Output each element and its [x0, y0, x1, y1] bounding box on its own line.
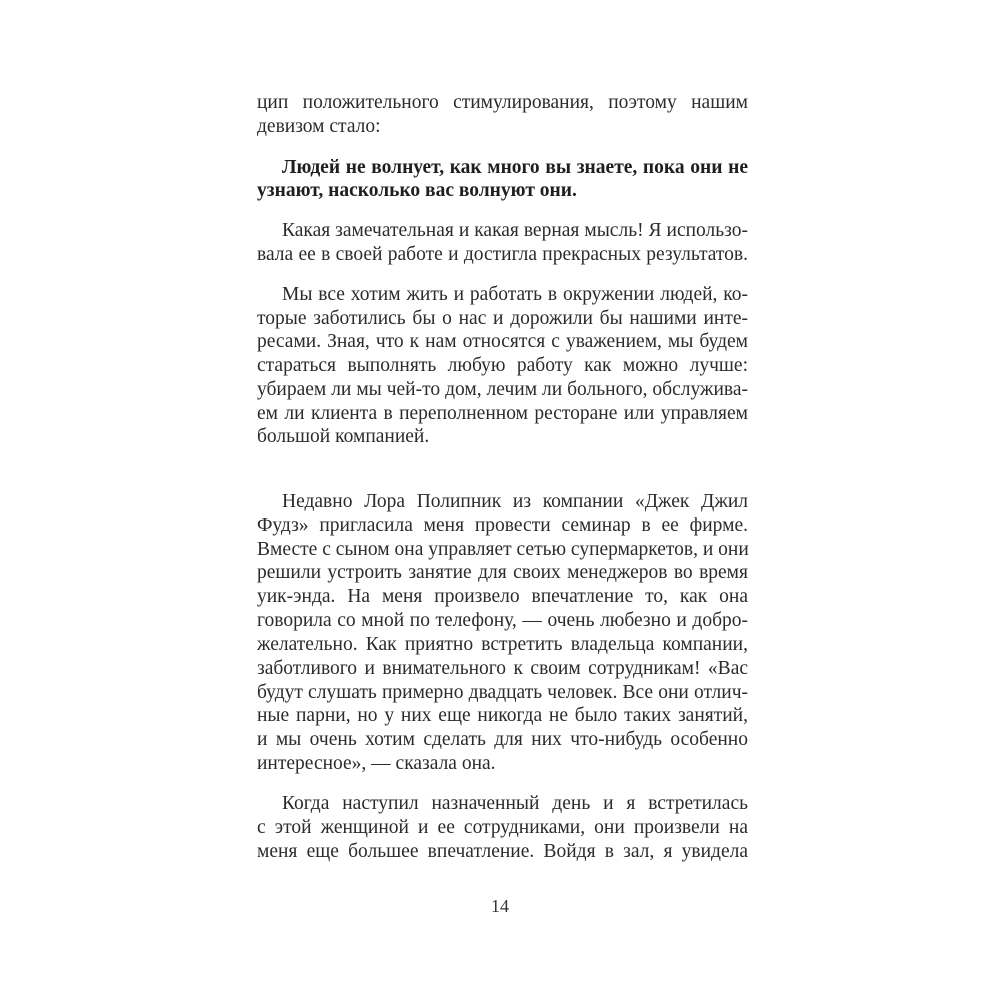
page-number: 14: [491, 896, 509, 916]
text-line: Какая замечательная и какая верная мысль! Я использо-: [282, 220, 748, 241]
text-line: решили устроить занятие для своих менеджеров во время: [257, 562, 748, 583]
text-line: Недавно Лора Полипник из компании «Джек Джил: [282, 491, 748, 512]
text-line: Фудз» пригласила меня провести семинар в ее фирме.: [257, 515, 748, 536]
text-line: ем ли клиента в переполненном ресторане или управляем: [257, 403, 748, 424]
text-line: убираем ли мы чей-то дом, лечим ли больного, обслужива-: [257, 379, 748, 400]
text-line: Мы все хотим жить и работать в окружении людей, ко-: [282, 284, 748, 305]
text-line: заботливого и внимательного к своим сотрудникам! «Вас: [257, 658, 748, 679]
text-line: девизом стало:: [257, 116, 381, 137]
text-line: вала ее в своей работе и достигла прекрасных результатов.: [257, 244, 748, 265]
text-line: ные парни, но у них еще никогда не было таких занятий,: [257, 705, 748, 726]
motto-line: Людей не волнует, как много вы знаете, пока они не: [282, 157, 748, 178]
text-line: интересное», — сказала она.: [257, 753, 496, 774]
motto-line: узнают, насколько вас волнуют они.: [257, 180, 577, 201]
text-line: большой компанией.: [257, 426, 430, 447]
text-line: стараться выполнять любую работу как можно лучше:: [257, 355, 748, 376]
text-line: говорила со мной по телефону, — очень любезно и добро-: [257, 610, 748, 631]
text-line: цип положительного стимулирования, поэтому нашим: [257, 92, 748, 113]
text-line: торые заботились бы о нас и дорожили бы нашими инте-: [257, 308, 748, 329]
text-line: с этой женщиной и ее сотрудниками, они произвели на: [257, 817, 748, 838]
text-line: и мы очень хотим сделать для них что-нибудь особенно: [257, 729, 748, 750]
text-line: ресами. Зная, что к нам относятся с уважением, мы будем: [257, 331, 748, 352]
text-line: будут слушать примерно двадцать человек. Все они отлич-: [257, 682, 748, 703]
text-line: желательно. Как приятно встретить владельца компании,: [257, 634, 748, 655]
text-line: уик-энда. На меня произвело впечатление то, как она: [257, 586, 748, 607]
text-line: Вместе с сыном она управляет сетью супермаркетов, и они: [257, 539, 749, 560]
text-line: Когда наступил назначенный день и я встретилась: [282, 793, 748, 814]
text-line: меня еще большее впечатление. Войдя в зал, я увидела: [257, 841, 748, 862]
